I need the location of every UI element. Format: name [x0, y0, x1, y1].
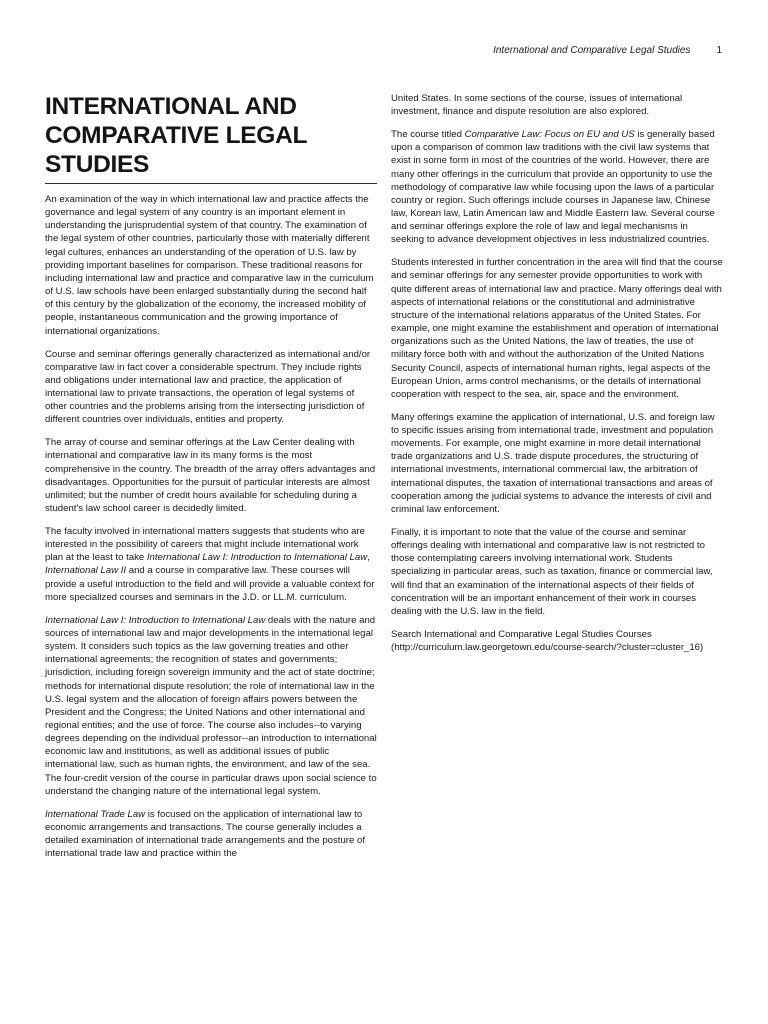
- paragraph: [45, 525, 377, 604]
- right-column: [391, 92, 723, 664]
- text-run: deals with the nature and sources of international law and major developments in the international legal system. It considers such topics as the law governing treaties and other international agreements; the recognition of states and governments; jurisdiction, including foreign sovereign immunity and the act of state doctrine; methods for international dispute resolution; the role of international law in the U.S. legal system and the allocation of foreign affairs powers between the President and the Congress; the United Nations and other international and regional entities; and the use of force. The course also includes--to varying degrees depending on the individual professor--an introduction to international economic law and institutions, as well as additional issues of public international law, such as human rights, the environment, and law of the sea. The four-credit version of the course in particular draws upon social science to understand the changing nature of the international legal system.: [45, 614, 377, 797]
- page-number: 1: [716, 45, 722, 56]
- paragraph: [45, 614, 377, 798]
- text-run: is generally based upon a comparison of common law traditions with the civil law systems that exist in some form in most of the countries of the world. However, there are many other offerings in the curriculum that provide an opportunity to use the methodology of comparative law while focusing upon the laws of a particular country or region. Such offerings include courses in Japanese law, Chinese law, Korean law, Latin American law and Middle Eastern law. Several course and seminar offerings explore the role of law and legal mechanisms in seeking to advance development objectives in less industrialized countries.: [391, 129, 715, 246]
- text-run: and a course in comparative law. These courses will provide a useful introduction to the field and will provide a valuable context for more specialized courses and seminars in the J.D. or LL.M. curriculum.: [45, 565, 375, 603]
- course-title: Comparative Law: Focus on EU and US: [464, 129, 635, 141]
- paragraph: [391, 128, 723, 246]
- paragraph: An examination of the way in which international law and practice affects the governance and legal system of any country is an important element in understanding the jurisprudential system of that country. The examination of the legal system of other countries, particularly those with materially different legal cultures, enhances an understanding of the operation of U.S. law by providing important baselines for comparison. These traditional reasons for including international law and practice and comparative law in the curriculum of U.S. law schools have been enlarged substantially during the second half of this century by the globalization of the economy, the increased mobility of people, instantaneous communication and the growing importance of international organizations.: [45, 194, 374, 337]
- running-header: [493, 45, 722, 56]
- text-run: ,: [367, 552, 370, 564]
- text-run: The course titled: [391, 129, 465, 141]
- paragraph: Students interested in further concentration in the area will find that the course and seminar offerings for any semester provide opportunities to work with quite different areas of international law and practice. Many offerings deal with aspects of international relations or the constitutional and administrative structure of the international relations apparatus of the United States. For example, one might examine the establishment and operation of international organizations such as the United Nations, the law of treaties, the use of military force both with and without the authorization of the United Nations Security Council, aspects of international human rights, legal aspects of the European Union, arms control mechanisms, or the details of international cooperation with respect to the sea, air, space and the environment.: [391, 257, 723, 400]
- search-courses-link[interactable]: Search International and Comparative Legal Studies Courses (http://curriculum.law.georgetown.edu/course-search/?cluster=cluster_16): [391, 628, 704, 653]
- text-run: The faculty involved in international matters suggests that students who are interested in the possibility of careers that might include international work plan at the least to take: [45, 525, 365, 564]
- paragraph: United States. In some sections of the course, issues of international investment, finance and dispute resolution are also explored.: [391, 93, 683, 118]
- text-run: is focused on the application of international law to economic arrangements and transactions. The course generally includes a detailed examination of international trade arrangements and the posture of international trade law and practice within the: [45, 808, 365, 860]
- course-title: International Law II: [45, 565, 127, 577]
- course-title: International Trade Law: [45, 808, 146, 820]
- course-title: International Law I: Introduction to International Law: [45, 614, 266, 626]
- paragraph: [45, 808, 377, 861]
- title-line-3: STUDIES: [45, 151, 150, 178]
- title-line-2: COMPARATIVE LEGAL: [45, 122, 308, 149]
- course-title: International Law I: Introduction to International Law: [146, 552, 368, 564]
- paragraph: Course and seminar offerings generally characterized as international and/or comparative law in fact cover a considerable spectrum. They include rights and obligations under international law and practice, the application of international law to private transactions, the operation of legal systems of other countries and the problems arising from the intersecting jurisdiction of different countries over individuals, entities and property.: [45, 348, 371, 426]
- paragraph: Many offerings examine the application of international, U.S. and foreign law to specific issues arising from international trade, investment and population movements. For example, one might examine in more detail international trade organizations and U.S. trade dispute procedures, the structuring of international investments, international commercial law, the arbitration of international disputes, the taxation of international transactions and areas of cooperation among the judicial systems to advance the interests of civil and criminal law enforcement.: [391, 411, 715, 515]
- left-column: [45, 92, 377, 870]
- running-title: International and Comparative Legal Studies: [493, 45, 691, 56]
- page-title: [45, 92, 377, 184]
- paragraph: Finally, it is important to note that the value of the course and seminar offerings dealing with international and comparative law is not restricted to those contemplating careers involving international work. Students specializing in particular areas, such as taxation, finance or commercial law, will find that an examination of the international aspects of their fields of concentration will be an important enhancement of their work in courses dealing with the U.S. law in the field.: [391, 526, 713, 617]
- paragraph: The array of course and seminar offerings at the Law Center dealing with international and comparative law in its many forms is the most comprehensive in the country. The breadth of the array offers advantages and disadvantages. Opportunities for the pursuit of particular interests are almost unlimited; but the number of credit hours available for scheduling during a student's law school career is decidedly limited.: [45, 437, 376, 515]
- title-line-1: INTERNATIONAL AND: [45, 93, 297, 120]
